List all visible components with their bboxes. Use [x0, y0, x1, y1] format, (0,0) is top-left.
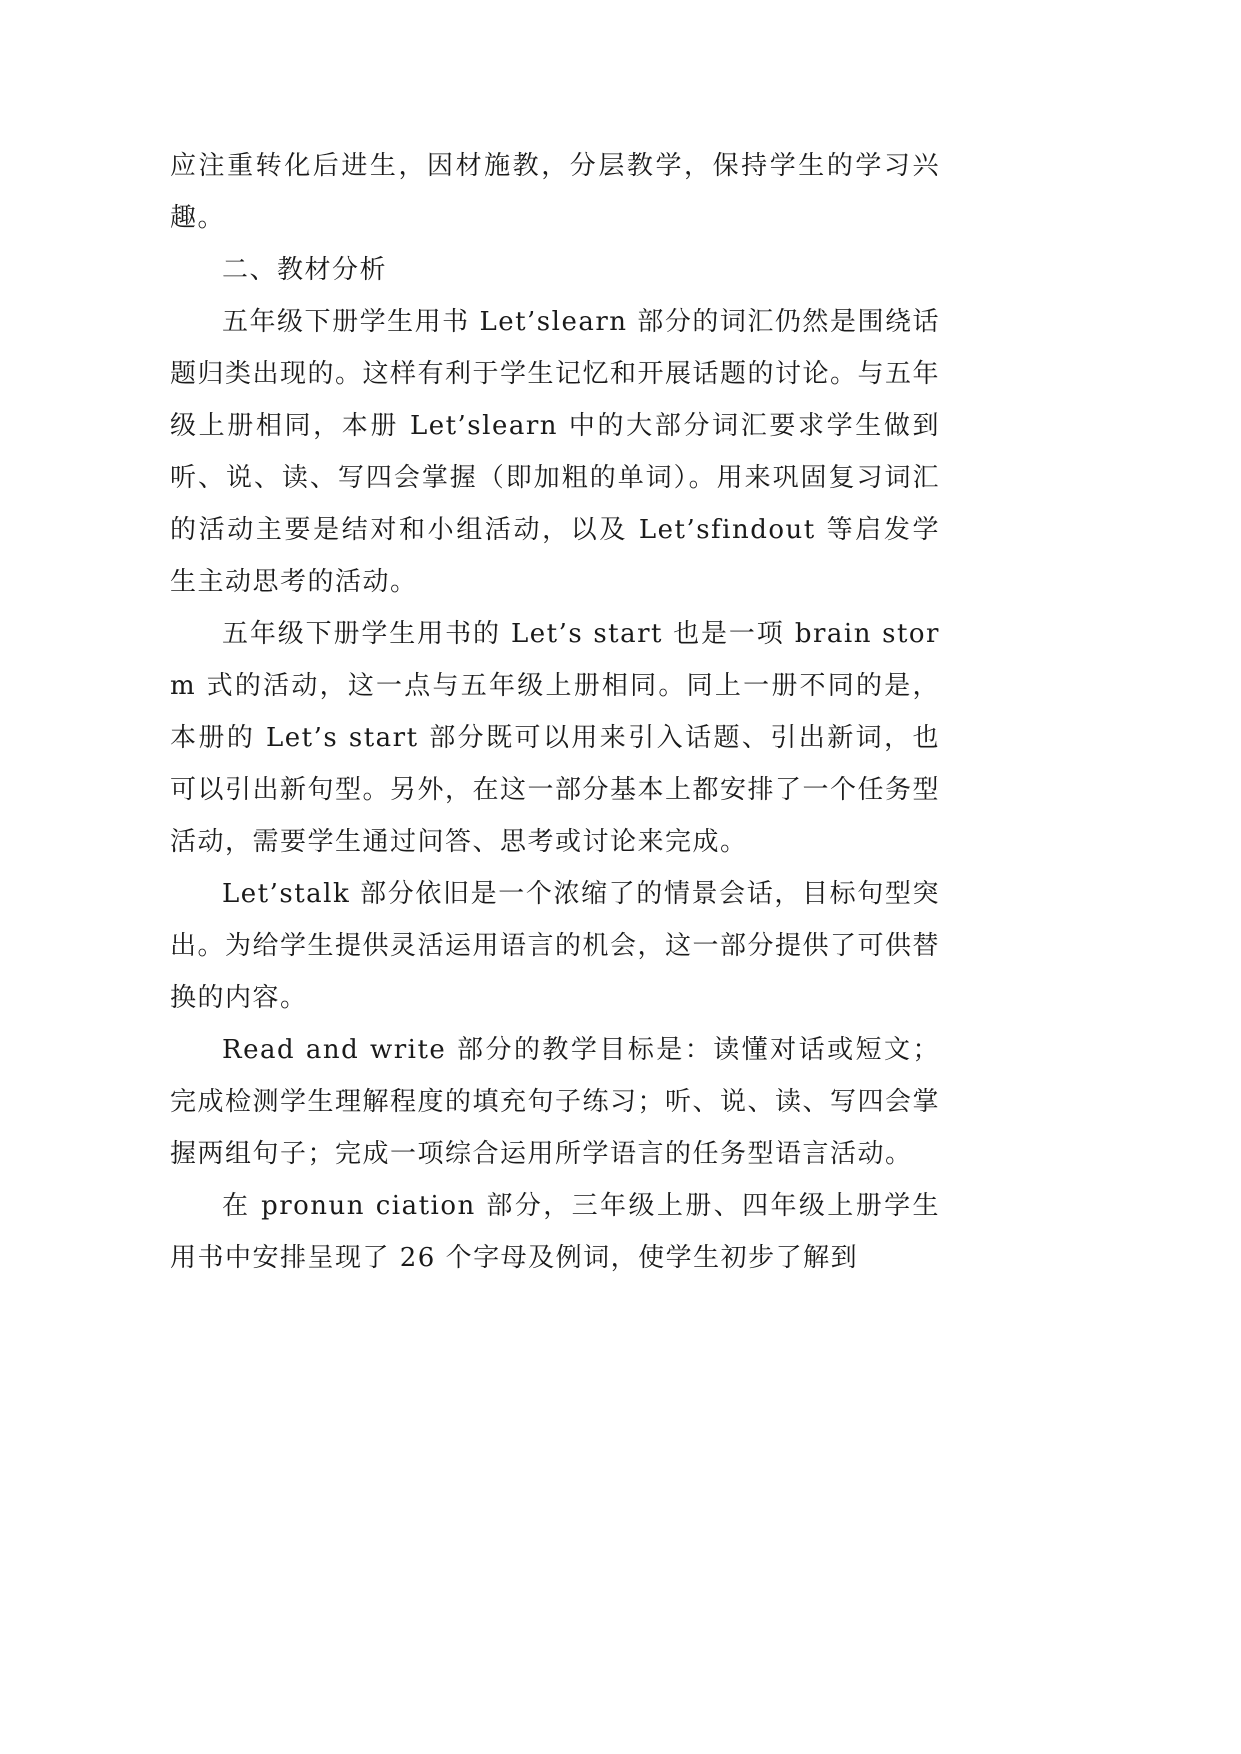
paragraph-read-and-write: Read and write 部分的教学目标是：读懂对话或短文；完成检测学生理解程度的填充句子练习；听、说、读、写四会掌握两组句子；完成一项综合运用所学语言的任务型语言活动。: [170, 1035, 941, 1169]
document-body: [170, 140, 940, 1284]
section-heading: 二、教材分析: [222, 255, 388, 285]
paragraph-pronunciation: 在 pronun ciation 部分，三年级上册、四年级上册学生用书中安排呈现了 26 个字母及例词，使学生初步了解到: [170, 1191, 940, 1273]
paragraph-lets-start: 五年级下册学生用书的 Let’s start 也是一项 brain storm 式的活动，这一点与五年级上册相同。同上一册不同的是，本册的 Let’s start 部分既可以用来引入话题、引出新词，也可以引出新句型。另外，在这一部分基本上都安排了一个任务型活动，需要学生通过问答、思考或讨论来完成。: [170, 619, 941, 857]
paragraph-continued: 应注重转化后进生，因材施教，分层教学，保持学生的学习兴趣。: [170, 151, 940, 233]
paragraph-lets-talk: Let’stalk 部分依旧是一个浓缩了的情景会话，目标句型突出。为给学生提供灵活运用语言的机会，这一部分提供了可供替换的内容。: [170, 879, 941, 1013]
paragraph-lets-learn: 五年级下册学生用书 Let’slearn 部分的词汇仍然是围绕话题归类出现的。这样有利于学生记忆和开展话题的讨论。与五年级上册相同，本册 Let’slearn 中的大部分词汇要求学生做到听、说、读、写四会掌握（即加粗的单词）。用来巩固复习词汇的活动主要是结对和小组活动，以及 Let’sfindout 等启发学生主动思考的活动。: [170, 307, 941, 597]
